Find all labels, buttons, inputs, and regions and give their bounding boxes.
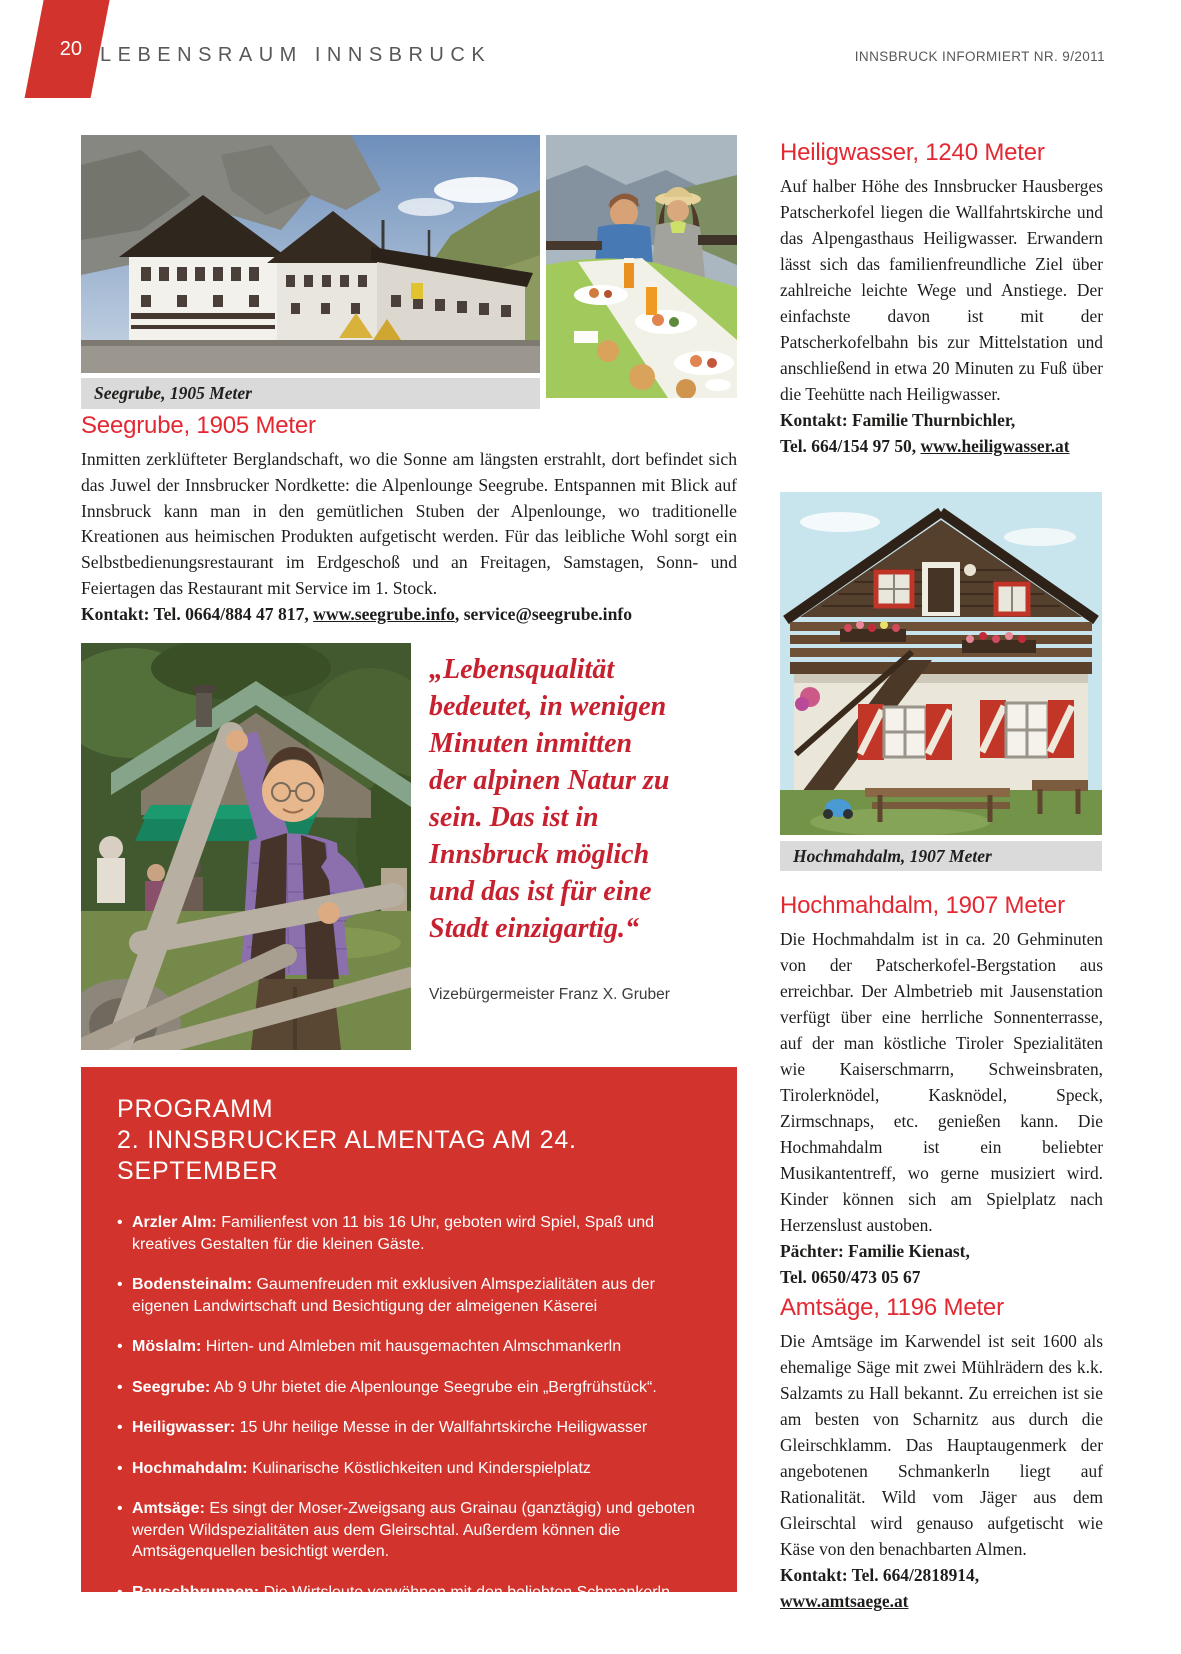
quote-attribution: Vizebürgermeister Franz X. Gruber <box>429 986 670 1003</box>
bullet-icon: • <box>117 1338 123 1355</box>
page-number: 20 <box>59 38 83 60</box>
program-item-amtsaege: • Amtsäge: Es singt der Moser-Zweigsang aus Grainau (ganztägig) und geboten werden Wildspezialitäten aus dem Gleirschtal. Außerdem können die Amtsägenquellen besichtigt werden. <box>117 1500 695 1560</box>
program-item-arzler-alm: • Arzler Alm: Familienfest von 11 bis 16 Uhr, geboten wird Spiel, Spaß und kreatives Gestalten für die kleinen Gäste. <box>117 1214 655 1253</box>
program-item-hochmahdalm: • Hochmahdalm: Kulinarische Köstlichkeiten und Kinderspielplatz <box>117 1458 701 1480</box>
franz-gruber-photo <box>81 643 411 1050</box>
pull-quote <box>429 651 737 947</box>
amtsaege-website-link[interactable]: www.amtsaege.at <box>780 1591 909 1611</box>
bullet-icon: • <box>117 1500 123 1517</box>
program-title-block <box>117 1094 701 1187</box>
seegrube-heading: Seegrube, 1905 Meter <box>81 412 316 439</box>
hochmahdalm-contact-line2: Tel. 0650/473 05 67 <box>780 1267 921 1287</box>
heiligwasser-contact <box>780 407 1103 459</box>
heiligwasser-heading: Heiligwasser, 1240 Meter <box>780 139 1045 166</box>
hochmahdalm-body-text: Die Hochmahdalm ist in ca. 20 Gehminuten von der Patscherkofel-Bergstation aus erreichbar. Der Almbetrieb mit Jausenstation verfügt über eine herrliche Sonnenterrasse, auf der man köstliche Tiroler Spezialitäten wie Kaiserschmarrn, Schweinsbraten, Tirolerknödel, Kasknödel, Speck, Zirmschnaps, etc. genießen kann. Die Hochmahdalm ist ein beliebter Musikantentreff, wo gerne musiziert wird. Kinder können sich am Spielplatz nach Herzenslust austoben. <box>780 929 1103 1235</box>
quote-line: „Lebensqualität <box>429 654 615 685</box>
issue-label: INNSBRUCK INFORMIERT NR. 9/2011 <box>854 49 1105 64</box>
page-number-badge <box>25 0 110 98</box>
heiligwasser-contact-line2: Tel. 664/154 97 50, www.heiligwasser.at <box>780 436 1070 456</box>
heiligwasser-article <box>780 173 1103 459</box>
program-item-seegrube: • Seegrube: Ab 9 Uhr bietet die Alpenlounge Seegrube ein „Bergfrühstück“. <box>117 1377 701 1399</box>
seegrube-contact-prefix: Kontakt: Tel. 0664/884 47 817, <box>81 603 314 624</box>
amtsaege-contact <box>780 1562 1103 1614</box>
quote-line: Innsbruck möglich <box>429 839 650 870</box>
quote-line: Stadt einzigartig.“ <box>429 913 640 944</box>
program-item-bodensteinalm: • Bodensteinalm: Gaumenfreuden mit exklusiven Almspezialitäten aus der eigenen Landwirtschaft und Besichtigung der almeigenen Käserei <box>117 1276 655 1315</box>
hochmahdalm-contact-line1: Pächter: Familie Kienast, <box>780 1241 970 1261</box>
hochmahdalm-contact <box>780 1238 1103 1290</box>
amtsaege-contact-line2 <box>780 1588 1103 1614</box>
bullet-icon: • <box>117 1378 123 1396</box>
quote-line: Minuten inmitten <box>429 728 633 759</box>
hochmahdalm-article <box>780 926 1103 1290</box>
mountain-breakfast-photo <box>546 135 737 398</box>
bullet-icon: • <box>117 1419 123 1436</box>
heiligwasser-contact-line1: Kontakt: Familie Thurnbichler, <box>780 410 1016 430</box>
seegrube-lodge-photo <box>81 135 540 373</box>
quote-line: bedeutet, in wenigen <box>429 691 667 722</box>
program-item-moeslalm: • Möslalm: Hirten- und Almleben mit hausgemachten Almschmankerln <box>117 1336 701 1358</box>
program-list <box>117 1212 701 1625</box>
program-item-heiligwasser: • Heiligwasser: 15 Uhr heilige Messe in der Wallfahrtskirche Heiligwasser <box>117 1417 701 1439</box>
quote-line: und das ist für eine <box>429 876 652 907</box>
amtsaege-body-text: Die Amtsäge im Karwendel ist seit 1600 als ehemalige Säge mit zwei Mühlrädern des k.k. Salzamts zu Hall bekannt. Zu erreichen ist sie am besten von Scharnitz aus durch die Gleirschklamm. Das Hauptaugenmerk der angebotenen Schmankerln liegt auf Rationalität. Wild vom Jäger aus dem Gleirschtal wird genauso aufgetischt wie Käse von den benachbarten Almen. <box>780 1331 1103 1559</box>
seegrube-website-link[interactable]: www.seegrube.info <box>313 603 455 624</box>
heiligwasser-body-text: Auf halber Höhe des Innsbrucker Hausberges Patscherkofel liegen die Wallfahrtskirche und das Alpengasthaus Heiligwasser. Erwandern lässt sich das familienfreundliche Ziel über zahlreiche leichte Wege und Anstiege. Der einfachste davon ist mit der Patscherkofelbahn bis zur Mittelstation und anschließend in etwa 20 Minuten zu Fuß über die Teehütte nach Heiligwasser. <box>780 176 1103 404</box>
section-title: LEBENSRAUM INNSBRUCK <box>100 44 492 66</box>
seegrube-contact-suffix: , service@seegrube.info <box>454 603 633 624</box>
seegrube-article <box>81 447 737 628</box>
amtsaege-heading: Amtsäge, 1196 Meter <box>780 1294 1004 1321</box>
quote-line: sein. Das ist in <box>429 802 599 833</box>
heiligwasser-website-link[interactable]: www.heiligwasser.at <box>920 436 1070 456</box>
program-title: PROGRAMM <box>117 1095 274 1123</box>
bullet-icon: • <box>117 1276 123 1293</box>
hochmahdalm-photo <box>780 492 1102 835</box>
hochmahdalm-photo-caption: Hochmahdalm, 1907 Meter <box>780 841 1102 871</box>
quote-line: der alpinen Natur zu <box>429 765 670 796</box>
program-box <box>81 1067 737 1622</box>
bullet-icon: • <box>117 1583 123 1601</box>
seegrube-contact <box>81 602 737 628</box>
program-item-rauschbrunnen: • Rauschbrunnen: Die Wirtsleute verwöhnen mit den beliebten Schmankerln und Almmusik und Sängern. <box>117 1583 670 1622</box>
bullet-icon: • <box>117 1214 123 1231</box>
seegrube-photo-caption: Seegrube, 1905 Meter <box>81 378 540 409</box>
hochmahdalm-heading: Hochmahdalm, 1907 Meter <box>780 892 1065 919</box>
amtsaege-contact-line1: Kontakt: Tel. 664/2818914, <box>780 1565 980 1585</box>
seegrube-body-text: Inmitten zerklüfteter Berglandschaft, wo die Sonne am längsten erstrahlt, dort befindet sich das Juwel der Innsbrucker Nordkette: die Alpenlounge Seegrube. Entspannen mit Blick auf Innsbruck kann man in den gemütlichen Stuben der Alpenlounge, wo traditionelle Kreationen aus heimischen Produkten aufgetischt werden. Für das leibliche Wohl sorgt ein Selbstbedienungsrestaurant im Erdgeschoß und an Freitagen, Samstagen, Sonn- und Feiertagen das Restaurant mit Service im 1. Stock. <box>81 449 737 598</box>
program-subtitle: 2. INNSBRUCKER ALMENTAG AM 24. SEPTEMBER <box>117 1126 577 1185</box>
bullet-icon: • <box>117 1459 123 1477</box>
amtsaege-article <box>780 1328 1103 1614</box>
